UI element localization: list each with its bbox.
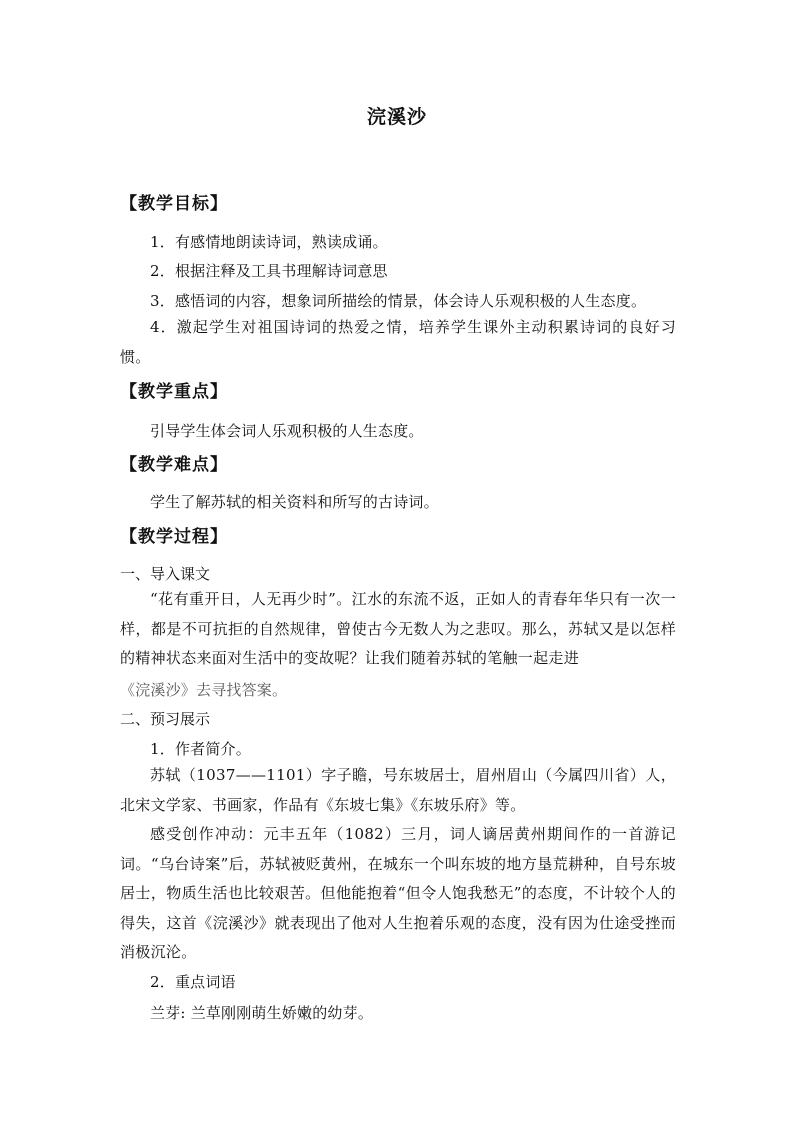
key-points-text: 引导学生体会词人乐观积极的人生态度。	[150, 422, 424, 440]
part1-paragraph-tail: 《浣溪沙》去寻找答案。	[120, 681, 288, 699]
key-terms-heading: 2．重点词语	[150, 973, 236, 991]
author-intro-heading: 1．作者简介。	[150, 740, 251, 758]
key-term-item: 兰芽: 兰草刚刚萌生娇嫩的幼芽。	[150, 1004, 374, 1022]
part1-paragraph: “花有重开日，人无再少时”。江水的东流不返，正如人的青春年华只有一次一样，都是不可抗拒的自然规律，曾使古今无数人为之悲叹。那么，苏轼又是以怎样的精神状态来面对生活中的变故呢？让我们随着苏轼的笔触一起走进	[120, 590, 676, 667]
objective-item: 4．激起学生对祖国诗词的热爱之情，培养学生课外主动积累诗词的良好习惯。	[120, 318, 676, 366]
author-intro-text: 苏轼（1037——1101）字子瞻，号东坡居士，眉州眉山（今属四川省）人，北宋文学家、书画家，作品有《东坡七集》《东坡乐府》等。	[120, 766, 676, 814]
objective-item: 2．根据注释及工具书理解诗词意思	[150, 262, 388, 280]
part2-heading: 二、预习展示	[120, 710, 211, 728]
part1-heading: 一、导入课文	[120, 565, 211, 583]
objectives-heading: 【教学目标】	[120, 194, 228, 214]
objective-item: 1．有感情地朗读诗词，熟读成诵。	[150, 233, 388, 251]
difficulties-text: 学生了解苏轼的相关资料和所写的古诗词。	[150, 493, 439, 511]
difficulties-heading: 【教学难点】	[120, 455, 228, 475]
process-heading: 【教学过程】	[120, 527, 228, 547]
background-text: 感受创作冲动：元丰五年（1082）三月，词人谪居黄州期间作的一首游记词。“乌台诗案”后，苏轼被贬黄州，在城东一个叫东坡的地方垦荒耕种，自号东坡居士，物质生活也比较艰苦。但他能抱着“但令人饱我愁无”的态度，不计较个人的得失，这首《浣溪沙》就表现出了他对人生抱着乐观的态度，没有因为仕途受挫而消极沉沦。	[120, 825, 676, 961]
document-title: 浣溪沙	[366, 106, 427, 128]
key-points-heading: 【教学重点】	[120, 382, 228, 402]
objective-item: 3．感悟词的内容，想象词所描绘的情景，体会诗人乐观积极的人生态度。	[150, 292, 647, 310]
